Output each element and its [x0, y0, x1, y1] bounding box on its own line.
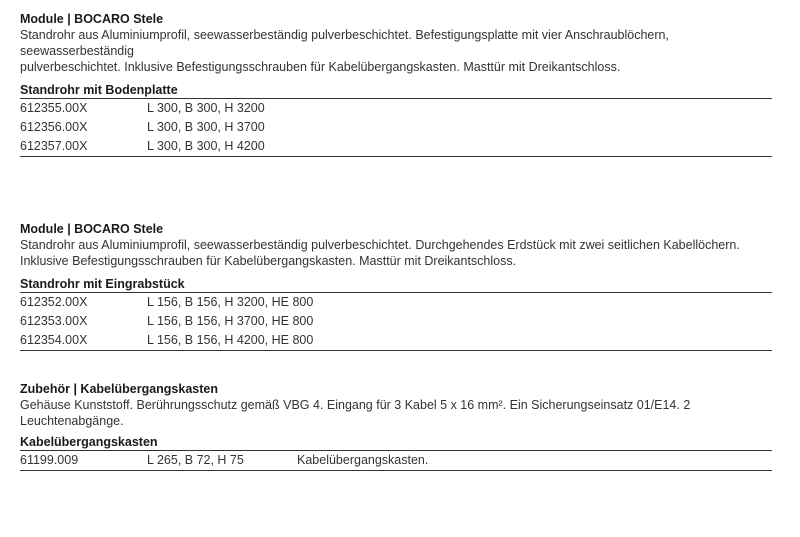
- dimensions: L 156, B 156, H 3700, HE 800: [147, 314, 314, 328]
- article-number: 612352.00X: [20, 295, 88, 309]
- divider: [20, 350, 772, 351]
- section-description-line: Inklusive Befestigungsschrauben für Kabelübergangskasten. Masttür mit Dreikantschloss.: [20, 254, 517, 268]
- accessory-section-kabeluebergangskasten: [20, 381, 772, 471]
- section-description-line: Standrohr aus Aluminiumprofil, seewasserbeständig pulverbeschichtet. Befestigungsplatte mit vier Anschraublöchern, seewasserbeständig: [20, 28, 669, 58]
- section-description-line: Standrohr aus Aluminiumprofil, seewasserbeständig pulverbeschichtet. Durchgehendes Erdstück mit zwei seitlichen Kabellöchern.: [20, 238, 740, 252]
- table-row: [20, 137, 772, 156]
- section-description-line: pulverbeschichtet. Inklusive Befestigungsschrauben für Kabelübergangskasten. Masttür mit Dreikantschloss.: [20, 60, 621, 74]
- divider: [20, 156, 772, 157]
- table-row: [20, 451, 772, 470]
- article-number: 612353.00X: [20, 314, 88, 328]
- item-note: Kabelübergangskasten.: [297, 453, 429, 467]
- article-number: 612354.00X: [20, 333, 88, 347]
- dimensions: L 156, B 156, H 3200, HE 800: [147, 295, 314, 309]
- product-section-bocaro-bodenplatte: [20, 11, 772, 157]
- section-title: Module | BOCARO Stele: [20, 12, 164, 26]
- section-description-line: Gehäuse Kunststoff. Berührungsschutz gemäß VBG 4. Eingang für 3 Kabel 5 x 16 mm². Ein Sicherungseinsatz 01/E14. 2 Leuchtenabgänge.: [20, 398, 691, 428]
- dimensions: L 265, B 72, H 75: [147, 453, 244, 467]
- article-number: 612357.00X: [20, 139, 88, 153]
- section-title: Module | BOCARO Stele: [20, 222, 164, 236]
- dimensions: L 156, B 156, H 4200, HE 800: [147, 333, 314, 347]
- dimensions: L 300, B 300, H 4200: [147, 139, 265, 153]
- table-row: [20, 293, 772, 312]
- article-number: 612356.00X: [20, 120, 88, 134]
- table-row: [20, 331, 772, 350]
- section-title: Zubehör | Kabelübergangskasten: [20, 382, 218, 396]
- table-subheading: Standrohr mit Eingrabstück: [20, 277, 185, 291]
- article-number: 61199.009: [20, 453, 79, 467]
- table-row: [20, 118, 772, 137]
- table-subheading: Standrohr mit Bodenplatte: [20, 83, 178, 97]
- table-row: [20, 312, 772, 331]
- divider: [20, 470, 772, 471]
- product-section-bocaro-eingrabstueck: [20, 221, 772, 351]
- table-row: [20, 99, 772, 118]
- article-number: 612355.00X: [20, 101, 88, 115]
- table-subheading: Kabelübergangskasten: [20, 435, 158, 449]
- dimensions: L 300, B 300, H 3200: [147, 101, 265, 115]
- dimensions: L 300, B 300, H 3700: [147, 120, 265, 134]
